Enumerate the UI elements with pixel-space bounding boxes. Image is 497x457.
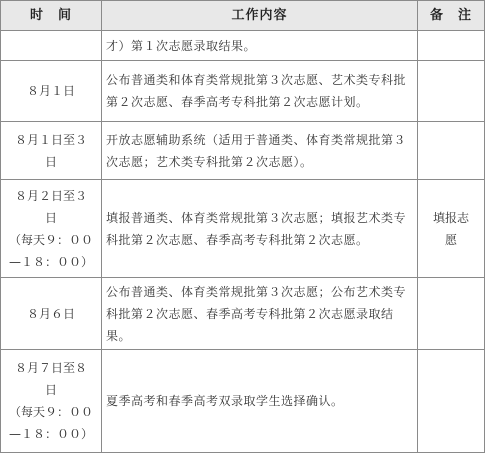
time-cell bbox=[1, 122, 102, 180]
time-cell bbox=[1, 31, 102, 61]
table-row bbox=[1, 180, 485, 278]
content-cell bbox=[102, 31, 418, 61]
note-cell bbox=[418, 180, 485, 278]
header-content: 工作内容 bbox=[102, 1, 418, 31]
content-text: 公布普通类和体育类常规批第３次志愿、艺术类专科批第２次志愿、春季高考专科批第２次志愿计划。 bbox=[106, 73, 407, 109]
table-row bbox=[1, 350, 485, 453]
note-cell bbox=[418, 350, 485, 453]
time-text: ８月１日至３ bbox=[14, 132, 87, 147]
table-row bbox=[1, 278, 485, 350]
content-text: 开放志愿辅助系统（适用于普通类、体育类常规批第３次志愿；艺术类专科批第２次志愿）。 bbox=[106, 132, 407, 169]
time-text: ８月２日至３ bbox=[14, 188, 87, 203]
note-cell bbox=[418, 278, 485, 350]
time-text: 日 bbox=[44, 383, 57, 397]
content-cell bbox=[102, 350, 418, 453]
content-text: 填报普通类、体育类常规批第３次志愿；填报艺术类专科批第２次志愿、春季高考专科批第２次志愿。 bbox=[106, 210, 407, 247]
note-text: 填报志 bbox=[432, 210, 469, 225]
time-text: ８月７日至８ bbox=[14, 361, 87, 375]
time-text: 日 bbox=[44, 154, 57, 169]
header-note: 备 注 bbox=[418, 1, 485, 31]
table-row bbox=[1, 122, 485, 180]
table-row bbox=[1, 31, 485, 61]
note-cell bbox=[418, 31, 485, 61]
time-cell bbox=[1, 278, 102, 350]
time-text: 日 bbox=[44, 210, 57, 225]
content-cell bbox=[102, 122, 418, 180]
time-cell bbox=[1, 61, 102, 122]
time-text: ８月６日 bbox=[26, 306, 75, 321]
note-text: 愿 bbox=[444, 232, 457, 247]
time-text: ８月１日 bbox=[26, 84, 75, 98]
content-text: 公布普通类、体育类常规批第３次志愿；公布艺术类专科批第２次志愿、春季高考专科批第２次志愿录取结果。 bbox=[106, 284, 407, 343]
time-text: —１８：００） bbox=[8, 254, 93, 269]
content-text: 才）第１次志愿录取结果。 bbox=[106, 38, 257, 53]
table-header-row bbox=[1, 1, 485, 31]
content-text: 夏季高考和春季高考双录取学生选择确认。 bbox=[106, 394, 344, 408]
time-text: —１８：００） bbox=[8, 427, 93, 441]
header-time: 时 间 bbox=[1, 1, 102, 31]
note-cell bbox=[418, 61, 485, 122]
time-text: （每天９：００ bbox=[8, 232, 93, 247]
content-cell bbox=[102, 180, 418, 278]
time-cell bbox=[1, 350, 102, 453]
content-cell bbox=[102, 61, 418, 122]
time-text: （每天９：００ bbox=[8, 405, 93, 419]
content-cell bbox=[102, 278, 418, 350]
time-cell bbox=[1, 180, 102, 278]
table-row bbox=[1, 61, 485, 122]
note-cell bbox=[418, 122, 485, 180]
